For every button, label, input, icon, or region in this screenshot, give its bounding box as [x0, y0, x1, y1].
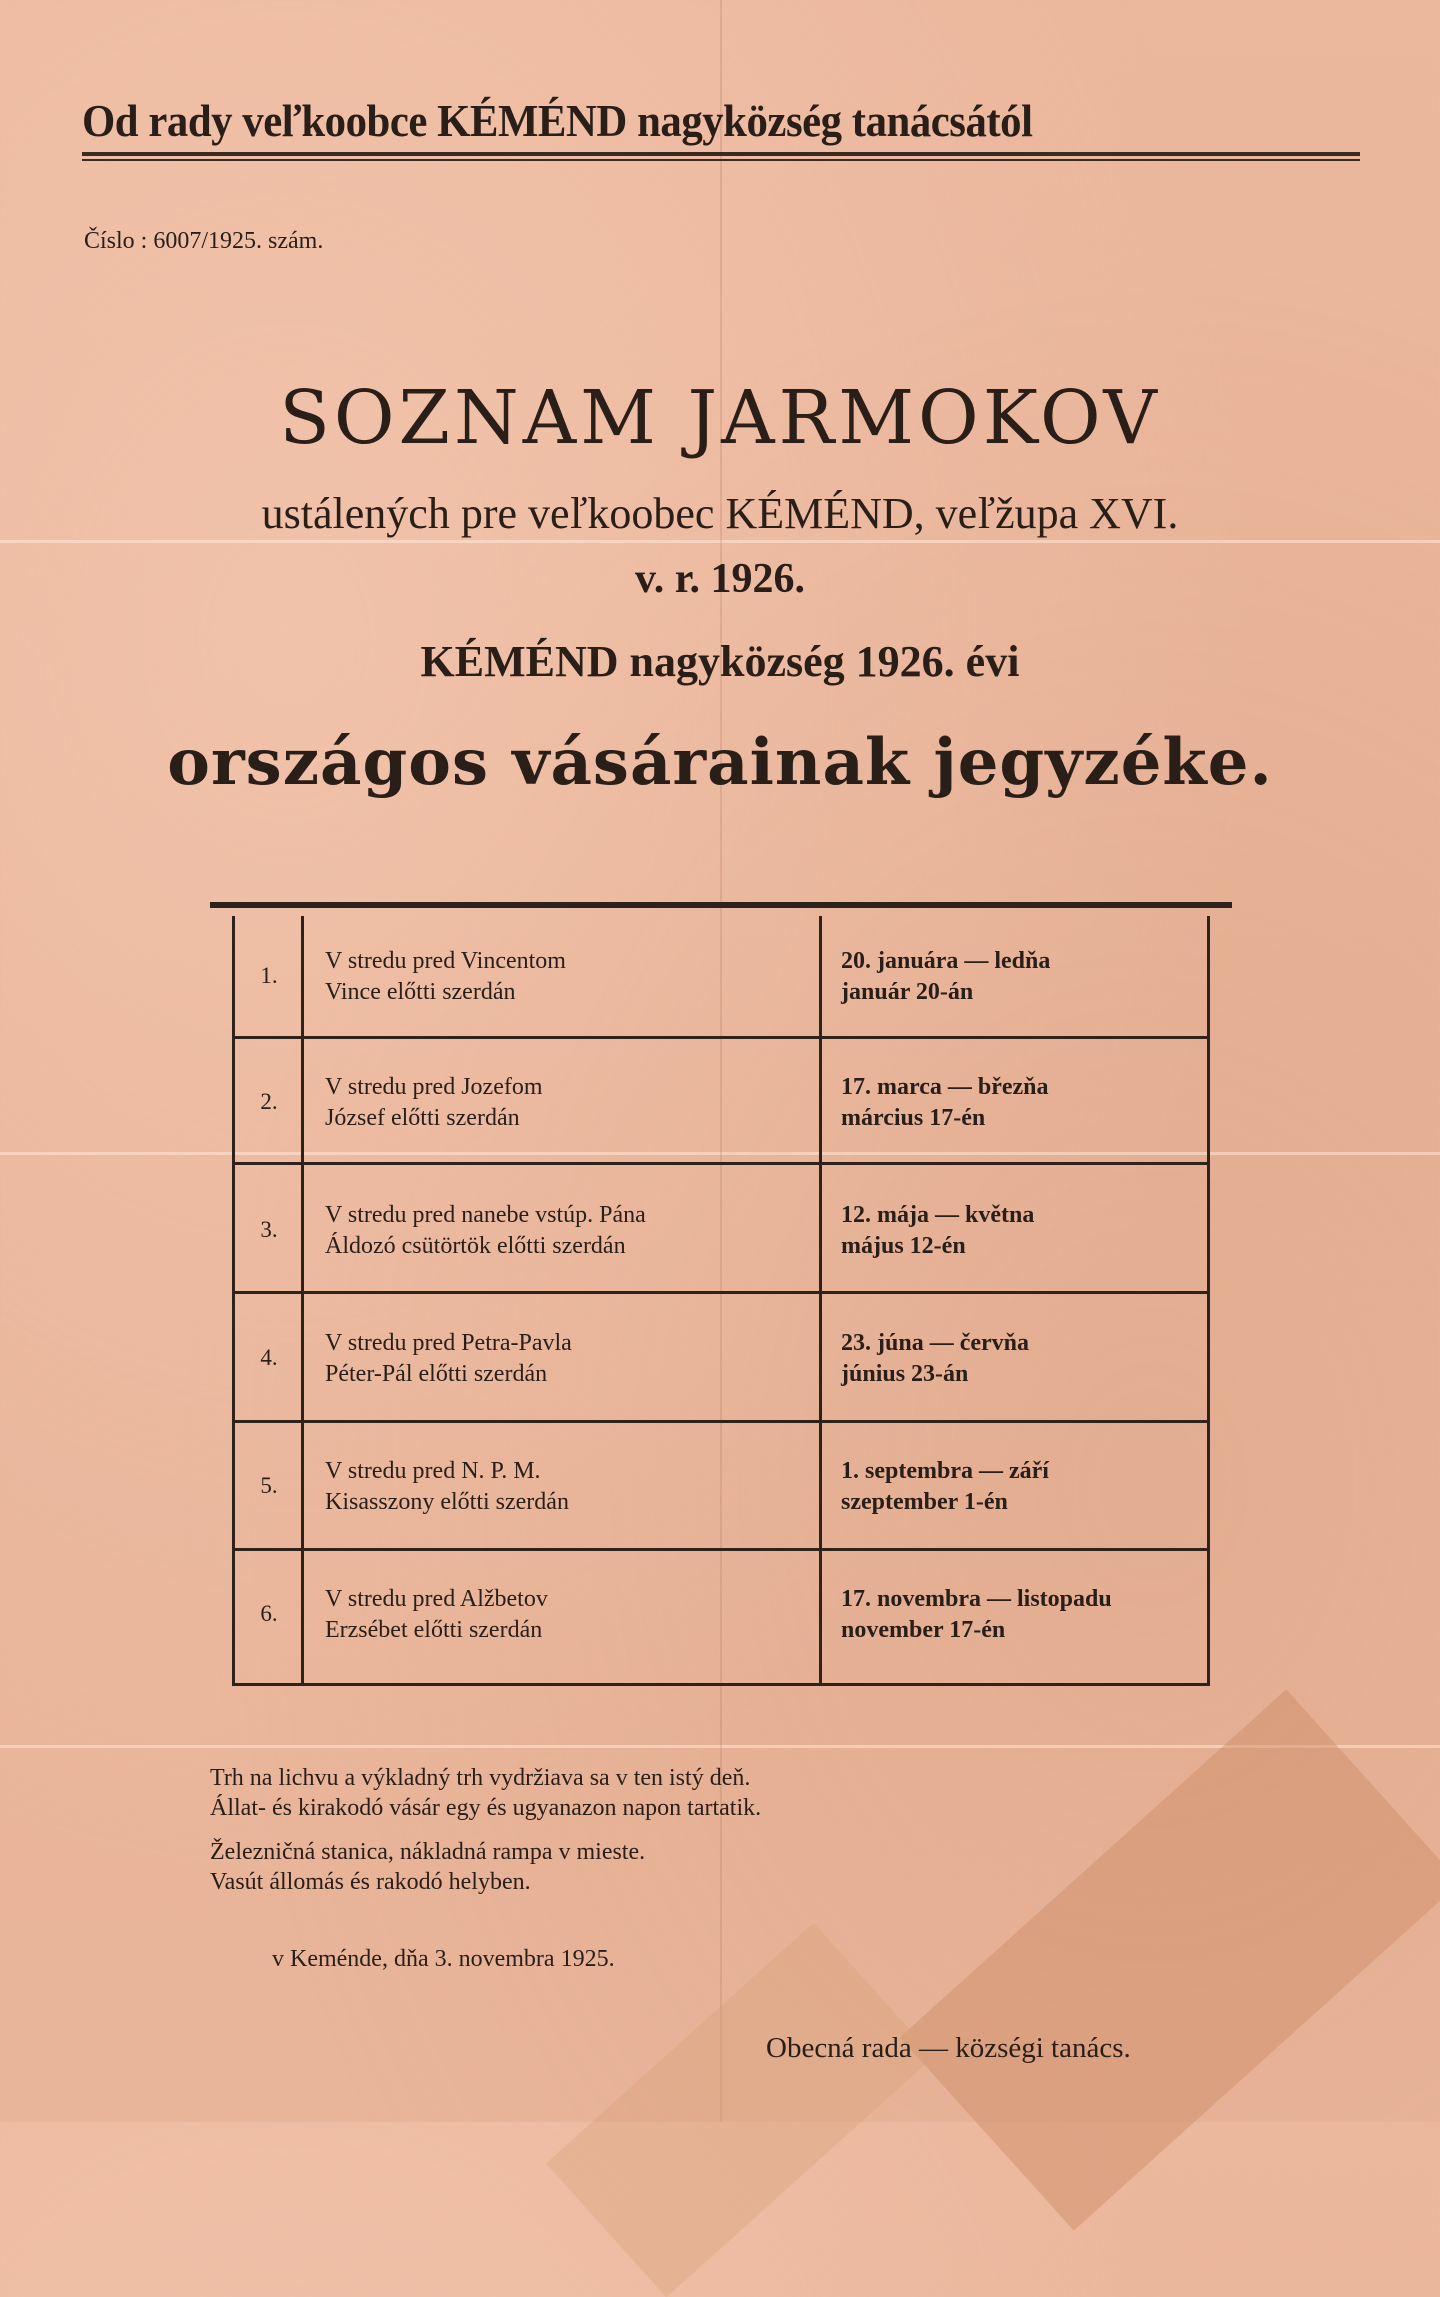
description-sk: V stredu pred Alžbetov — [325, 1586, 548, 1612]
adhesive-tape — [900, 1689, 1440, 2230]
fair-date — [841, 1200, 1034, 1262]
date-sk: 23. júna — červňa — [841, 1330, 1029, 1356]
table-top-rule — [210, 902, 1232, 908]
date-sk: 12. mája — května — [841, 1202, 1035, 1228]
row-number: 4. — [260, 1345, 278, 1370]
document-title: SOZNAM JARMOKOV — [279, 375, 1161, 461]
row-divider — [235, 1548, 1207, 1551]
note-line: Vasút állomás és rakodó helyben. — [210, 1869, 531, 1895]
reference-number: Číslo : 6007/1925. szám. — [84, 228, 324, 254]
description-hu: Áldozó csütörtök előtti szerdán — [325, 1233, 626, 1259]
fair-date — [841, 946, 1050, 1008]
row-number: 6. — [260, 1601, 278, 1626]
fair-date — [841, 1328, 1029, 1390]
row-number: 2. — [260, 1089, 278, 1114]
date-sk: 17. marca — březňa — [841, 1074, 1049, 1100]
date-hu: június 23-án — [841, 1361, 969, 1387]
row-number: 1. — [260, 963, 278, 988]
table-row — [235, 1042, 1207, 1170]
date-sk: 1. septembra — září — [841, 1458, 1049, 1484]
description-sk: V stredu pred Jozefom — [325, 1074, 543, 1100]
date-hu: szeptember 1-én — [841, 1489, 1008, 1515]
date-sk: 20. januára — ledňa — [841, 948, 1051, 974]
description-hu: Kisasszony előtti szerdán — [325, 1489, 569, 1515]
table-row — [235, 916, 1207, 1044]
fair-description — [325, 1328, 572, 1390]
fair-date — [841, 1456, 1049, 1518]
fair-date — [841, 1072, 1049, 1134]
subtitle-slovak: ustálených pre veľkoobec KÉMÉND, veľžupa XVI. — [261, 489, 1179, 538]
fair-description — [325, 1584, 548, 1646]
row-divider — [235, 1036, 1207, 1039]
signature: Obecná rada — községi tanács. — [766, 2032, 1131, 2064]
fair-description — [325, 1072, 543, 1134]
description-sk: V stredu pred N. P. M. — [325, 1458, 541, 1484]
adhesive-tape — [546, 1923, 934, 2297]
place-and-date: v Keménde, dňa 3. novembra 1925. — [272, 1946, 615, 1972]
description-sk: V stredu pred nanebe vstúp. Pána — [325, 1202, 646, 1228]
note-line: Állat- és kirakodó vásár egy és ugyanazon napon tartatik. — [210, 1795, 762, 1821]
description-sk: V stredu pred Petra-Pavla — [325, 1330, 572, 1356]
description-hu: József előtti szerdán — [325, 1105, 520, 1131]
table-row — [235, 1426, 1207, 1554]
row-number: 5. — [260, 1473, 278, 1498]
note-line: Železničná stanica, nákladná rampa v mieste. — [210, 1839, 646, 1865]
date-sk: 17. novembra — listopadu — [841, 1586, 1112, 1612]
fairs-table — [232, 916, 1210, 1686]
description-sk: V stredu pred Vincentom — [325, 948, 566, 974]
table-row — [235, 1554, 1207, 1682]
year-line: v. r. 1926. — [635, 556, 805, 602]
date-hu: május 12-én — [841, 1233, 966, 1259]
double-rule — [82, 152, 1360, 161]
notes-block — [210, 1763, 761, 1897]
title-hungarian: országos vásárainak jegyzéke. — [167, 725, 1273, 800]
table-row — [235, 1298, 1207, 1426]
row-divider — [235, 1162, 1207, 1165]
description-hu: Vince előtti szerdán — [325, 979, 516, 1005]
row-number: 3. — [260, 1217, 278, 1242]
fair-date — [841, 1584, 1112, 1646]
subtitle-hungarian: KÉMÉND nagyközség 1926. évi — [420, 637, 1020, 686]
row-divider — [235, 1420, 1207, 1423]
description-hu: Péter-Pál előtti szerdán — [325, 1361, 548, 1387]
date-hu: január 20-án — [841, 979, 974, 1005]
table-row — [235, 1170, 1207, 1298]
description-hu: Erzsébet előtti szerdán — [325, 1617, 543, 1643]
fair-description — [325, 1456, 569, 1518]
note-line: Trh na lichvu a výkladný trh vydržiava sa v ten istý deň. — [210, 1765, 751, 1791]
fair-description — [325, 1200, 646, 1262]
fair-description — [325, 946, 566, 1008]
row-divider — [235, 1291, 1207, 1294]
date-hu: november 17-én — [841, 1617, 1006, 1643]
issuer-heading: Od rady veľkoobce KÉMÉND nagyközség tanácsától — [82, 95, 1033, 146]
date-hu: március 17-én — [841, 1105, 986, 1131]
